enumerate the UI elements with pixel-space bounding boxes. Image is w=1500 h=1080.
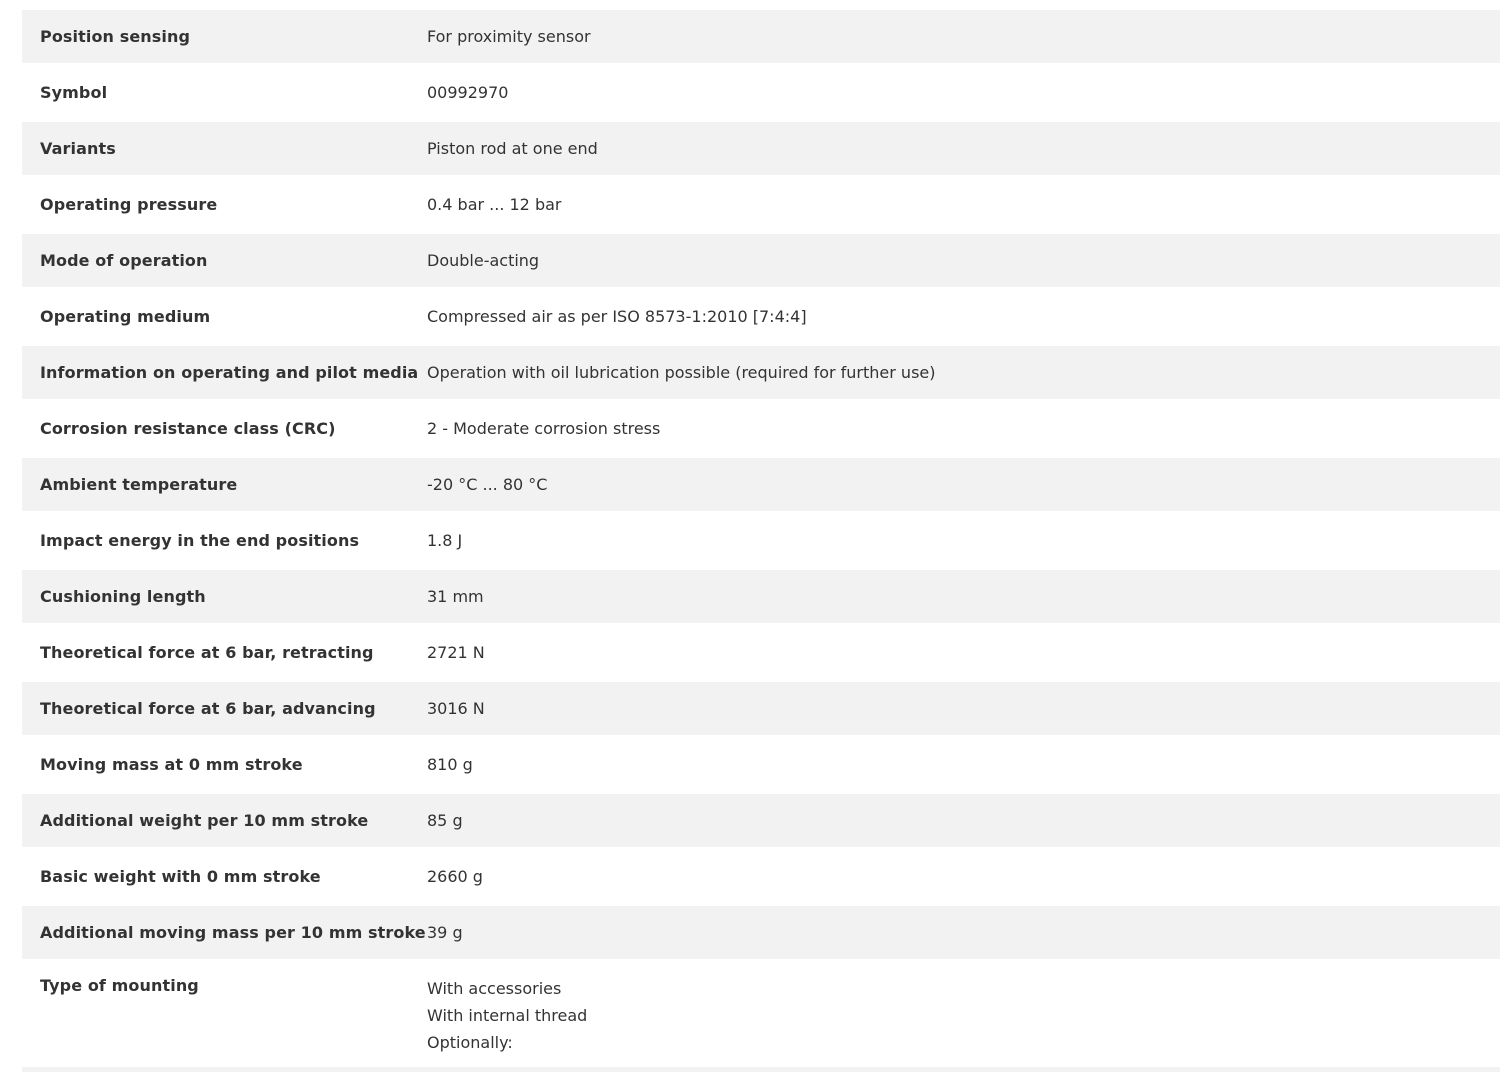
spec-row-operating-pilot-media xyxy=(22,346,1500,399)
spec-value-line: With accessories xyxy=(427,979,562,998)
spec-row-moving-mass xyxy=(22,738,1500,791)
spec-label: Position sensing xyxy=(40,27,191,46)
spec-label: Type of mounting xyxy=(40,976,199,995)
spec-label: Ambient temperature xyxy=(40,475,238,494)
spec-row-force-retracting xyxy=(22,626,1500,679)
spec-row-impact-energy xyxy=(22,514,1500,567)
spec-label: Additional weight per 10 mm stroke xyxy=(40,811,369,830)
spec-value-line: With internal thread xyxy=(427,1006,588,1025)
spec-label: Corrosion resistance class (CRC) xyxy=(40,419,336,438)
spec-label: Impact energy in the end positions xyxy=(40,531,360,550)
spec-value: 810 g xyxy=(427,755,473,774)
next-row-edge xyxy=(22,1067,1500,1072)
spec-row-symbol xyxy=(22,66,1500,119)
spec-label: Operating medium xyxy=(40,307,211,326)
spec-label: Variants xyxy=(40,139,116,158)
spec-value-line: Optionally: xyxy=(427,1033,513,1052)
spec-label: Operating pressure xyxy=(40,195,218,214)
spec-value: -20 °C ... 80 °C xyxy=(427,475,548,494)
spec-label: Information on operating and pilot media xyxy=(40,363,419,382)
spec-row-operating-pressure xyxy=(22,178,1500,231)
spec-row-variants xyxy=(22,122,1500,175)
spec-value: 85 g xyxy=(427,811,463,830)
spec-row-position-sensing xyxy=(22,10,1500,63)
spec-row-corrosion-resistance xyxy=(22,402,1500,455)
spec-row-operating-medium xyxy=(22,290,1500,343)
spec-row-mode-of-operation xyxy=(22,234,1500,287)
spec-label: Additional moving mass per 10 mm stroke xyxy=(40,923,426,942)
spec-label: Theoretical force at 6 bar, advancing xyxy=(40,699,376,718)
spec-row-force-advancing xyxy=(22,682,1500,735)
spec-value: 1.8 J xyxy=(427,531,463,550)
spec-row-additional-moving-mass xyxy=(22,906,1500,959)
spec-value-list xyxy=(427,962,587,1056)
spec-row-ambient-temperature xyxy=(22,458,1500,511)
spec-value: 3016 N xyxy=(427,699,485,718)
spec-value: 31 mm xyxy=(427,587,484,606)
spec-label: Theoretical force at 6 bar, retracting xyxy=(40,643,374,662)
spec-value: 2721 N xyxy=(427,643,485,662)
spec-label: Symbol xyxy=(40,83,108,102)
spec-value: Operation with oil lubrication possible (required for further use) xyxy=(427,363,936,382)
spec-label: Cushioning length xyxy=(40,587,206,606)
spec-value: 00992970 xyxy=(427,83,509,102)
spec-value: Piston rod at one end xyxy=(427,139,598,158)
technical-data-table xyxy=(22,10,1500,1080)
spec-value: 39 g xyxy=(427,923,463,942)
spec-value: 2660 g xyxy=(427,867,483,886)
spec-value: Double-acting xyxy=(427,251,540,270)
spec-label: Mode of operation xyxy=(40,251,208,270)
spec-label: Moving mass at 0 mm stroke xyxy=(40,755,303,774)
spec-value: Compressed air as per ISO 8573-1:2010 [7:4:4] xyxy=(427,307,807,326)
spec-row-type-of-mounting xyxy=(22,962,1500,1077)
spec-value: 0.4 bar ... 12 bar xyxy=(427,195,562,214)
spec-label: Basic weight with 0 mm stroke xyxy=(40,867,321,886)
spec-value: 2 - Moderate corrosion stress xyxy=(427,419,661,438)
spec-row-cushioning-length xyxy=(22,570,1500,623)
spec-row-additional-weight xyxy=(22,794,1500,847)
spec-row-basic-weight xyxy=(22,850,1500,903)
spec-value: For proximity sensor xyxy=(427,27,591,46)
